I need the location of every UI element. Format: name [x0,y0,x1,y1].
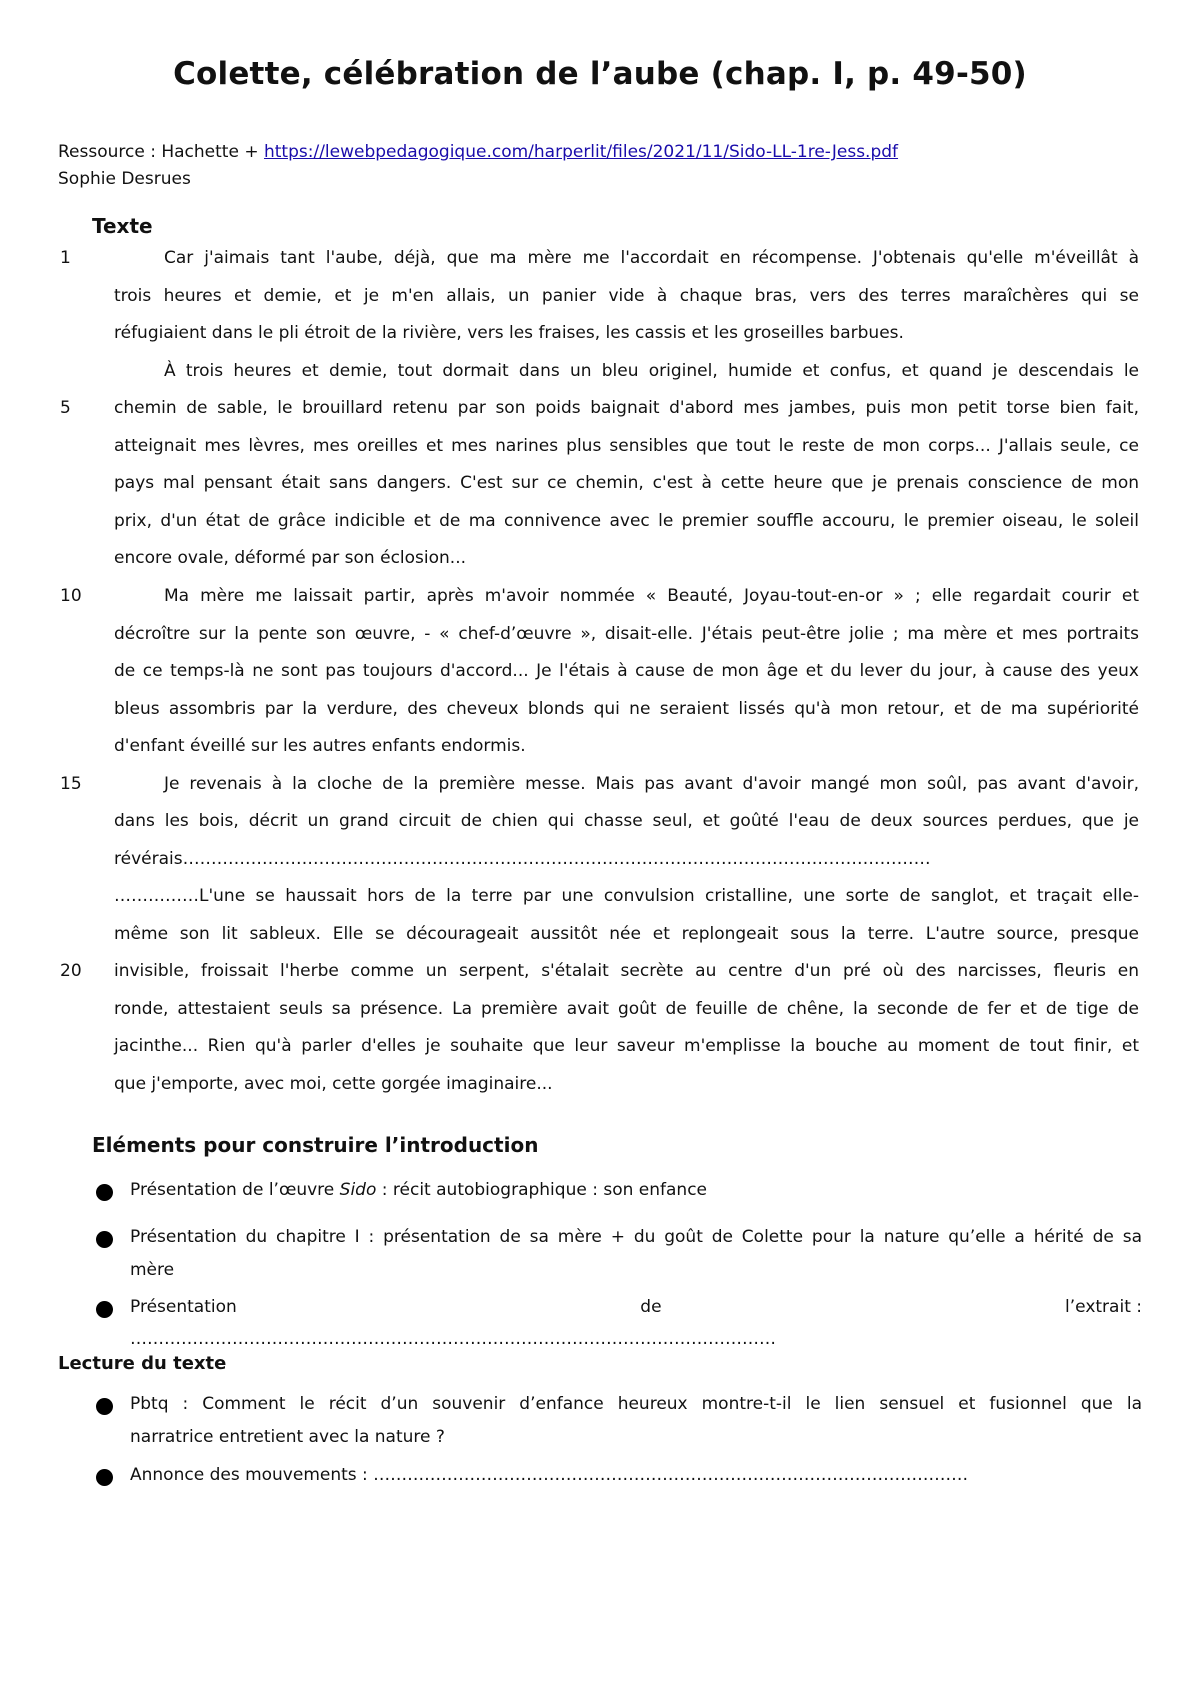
line-number: 10 [60,586,82,606]
intro-heading: Eléments pour construire l’introduction [92,1133,539,1157]
text-line: bleus assombris par la verdure, des cheveux blonds qui ne seraient lissés qu'à mon retour, et de ma supériorité [114,699,1139,719]
texte-heading: Texte [92,214,153,238]
text-line: ……………L'une se haussait hors de la terre par une convulsion cristalline, une sorte de sanglot, et traçait elle- [114,886,1139,906]
intro-item-word: de [640,1297,662,1317]
intro-item-title: Sido [339,1180,377,1200]
bullet-icon [96,1398,113,1415]
intro-item-cont: mère [130,1260,175,1280]
lecture-heading: Lecture du texte [58,1353,227,1374]
text-line: révérais…………………………………………………………………………………………………………………… [114,849,931,869]
text-line: dans les bois, décrit un grand circuit de chien qui chasse seul, et goûté l'eau de deux sources perdues, que je [114,811,1139,831]
bullet-icon [96,1301,113,1318]
text-line: trois heures et demie, et je m'en allais, un panier vide à chaque bras, vers des terres maraîchères qui se [114,286,1139,306]
text-line: prix, d'un état de grâce indicible et de ma connivence avec le premier souffle accouru, le premier oiseau, le soleil [114,511,1139,531]
text-line: réfugiaient dans le pli étroit de la rivière, vers les fraises, les cassis et les groseilles barbues. [114,323,904,343]
bullet-icon [96,1231,113,1248]
intro-item-text: : récit autobiographique : son enfance [376,1180,707,1200]
line-number: 15 [60,774,82,794]
text-line: Car j'aimais tant l'aube, déjà, que ma mère me l'accordait en récompense. J'obtenais qu'elle m'éveillât à [164,248,1139,268]
bullet-icon [96,1184,113,1201]
lecture-item-cont: narratrice entretient avec la nature ? [130,1427,445,1447]
intro-item: Présentation du chapitre I : présentation de sa mère + du goût de Colette pour la nature qu’elle a hérité de sa [130,1227,1142,1247]
text-line: chemin de sable, le brouillard retenu par son poids baignait d'abord mes jambes, puis mon petit torse bien fait, [114,398,1139,418]
text-line: À trois heures et demie, tout dormait dans un bleu originel, humide et confus, et quand je descendais le [164,361,1139,381]
intro-item [130,1180,1142,1200]
intro-item-text: Présentation de l’œuvre [130,1180,340,1200]
text-line: invisible, froissait l'herbe comme un serpent, s'étalait secrète au centre d'un pré où des narcisses, fleuris en [114,961,1139,981]
resource-label: Ressource : Hachette + [58,142,264,162]
intro-item-word: l’extrait : [1065,1297,1142,1317]
line-number: 1 [60,248,71,268]
lecture-item: Annonce des mouvements : …………………………………………………………………………………………… [130,1465,969,1485]
resource-link[interactable]: https://lewebpedagogique.com/harperlit/files/2021/11/Sido-LL-1re-Jess.pdf [263,142,899,162]
resource-line [58,142,898,162]
lecture-item: Pbtq : Comment le récit d’un souvenir d’enfance heureux montre-t-il le lien sensuel et fusionnel que la [130,1394,1142,1414]
text-line: de ce temps-là ne sont pas toujours d'accord... Je l'étais à cause de mon âge et du lever du jour, à cause des yeux [114,661,1139,681]
text-line: que j'emporte, avec moi, cette gorgée imaginaire... [114,1074,553,1094]
text-line: décroître sur la pente son œuvre, - « chef-d’œuvre », disait-elle. J'étais peut-être jolie ; ma mère et mes portraits [114,624,1139,644]
text-line: d'enfant éveillé sur les autres enfants endormis. [114,736,526,756]
line-number: 5 [60,398,71,418]
text-line: encore ovale, déformé par son éclosion... [114,548,467,568]
bullet-icon [96,1469,113,1486]
text-line: même son lit sableux. Elle se décourageait aussitôt née et replongeait sous la terre. L'autre source, presque [114,924,1139,944]
intro-item [130,1297,1142,1317]
text-line: Ma mère me laissait partir, après m'avoir nommée « Beauté, Joyau-tout-en-or » ; elle regardait courir et [164,586,1139,606]
line-number: 20 [60,961,82,981]
text-line: atteignait mes lèvres, mes oreilles et mes narines plus sensibles que tout le reste de mon corps... J'allais seule, ce [114,436,1139,456]
author: Sophie Desrues [58,169,191,189]
text-line: jacinthe... Rien qu'à parler d'elles je souhaite que leur saveur m'emplisse la bouche au moment de tout finir, et [114,1036,1139,1056]
text-line: pays mal pensant était sans dangers. C'est sur ce chemin, c'est à cette heure que je prenais conscience de mon [114,473,1139,493]
page-title: Colette, célébration de l’aube (chap. I, p. 49-50) [173,56,1027,92]
intro-item-word: Présentation [130,1297,237,1317]
text-line: ronde, attestaient seuls sa présence. La première avait goût de feuille de chêne, la seconde de fer et de tige de [114,999,1139,1019]
intro-item-cont: …………………………………………………………………………………………………… [130,1329,776,1349]
text-line: Je revenais à la cloche de la première messe. Mais pas avant d'avoir mangé mon soûl, pas avant d'avoir, [164,774,1139,794]
